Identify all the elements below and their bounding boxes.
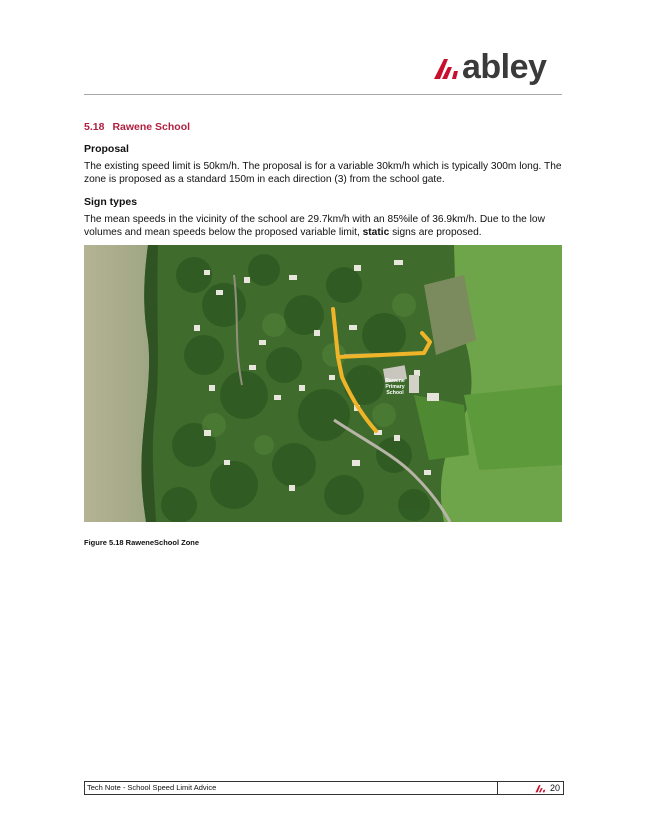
section-title: Rawene School xyxy=(112,121,191,133)
footer-page xyxy=(498,782,563,794)
aerial-map xyxy=(84,245,562,522)
abley-footer-mark-icon xyxy=(535,784,547,793)
abley-logo xyxy=(432,50,546,84)
school-label-line3: School xyxy=(386,390,404,396)
figure-caption: Figure 5.18 RaweneSchool Zone xyxy=(84,538,200,547)
proposal-heading: Proposal xyxy=(84,143,129,155)
header-divider xyxy=(84,94,562,95)
sign-types-text-end: signs are proposed. xyxy=(389,227,482,238)
logo-wordmark: abley xyxy=(462,48,547,86)
sign-types-bold: static xyxy=(362,227,390,238)
proposal-paragraph: The existing speed limit is 50km/h. The proposal is for a variable 30km/h which is typically 300m long. The zone is proposed as a standard 150m in each direction (3) from the school gate. xyxy=(84,161,562,185)
aerial-map-figure xyxy=(84,245,562,522)
sign-types-paragraph xyxy=(84,213,562,239)
section-heading xyxy=(84,121,190,133)
page-footer xyxy=(84,781,564,795)
page-number: 20 xyxy=(549,783,560,793)
school-label xyxy=(385,378,405,396)
sign-types-text: The mean speeds in the vicinity of the school are 29.7km/h with an 85%ile of 36.9km/h. Due to the low volumes and mean speeds below the proposed variable limit, xyxy=(84,214,545,238)
water-area xyxy=(84,245,149,522)
sign-types-heading: Sign types xyxy=(84,196,138,208)
school-label-line2: Primary xyxy=(385,384,405,390)
abley-logo-mark-icon xyxy=(432,53,460,81)
school-label-line1: Rawene xyxy=(385,378,405,384)
section-number: 5.18 xyxy=(84,121,105,133)
footer-doc-title: Tech Note - School Speed Limit Advice xyxy=(85,782,498,794)
